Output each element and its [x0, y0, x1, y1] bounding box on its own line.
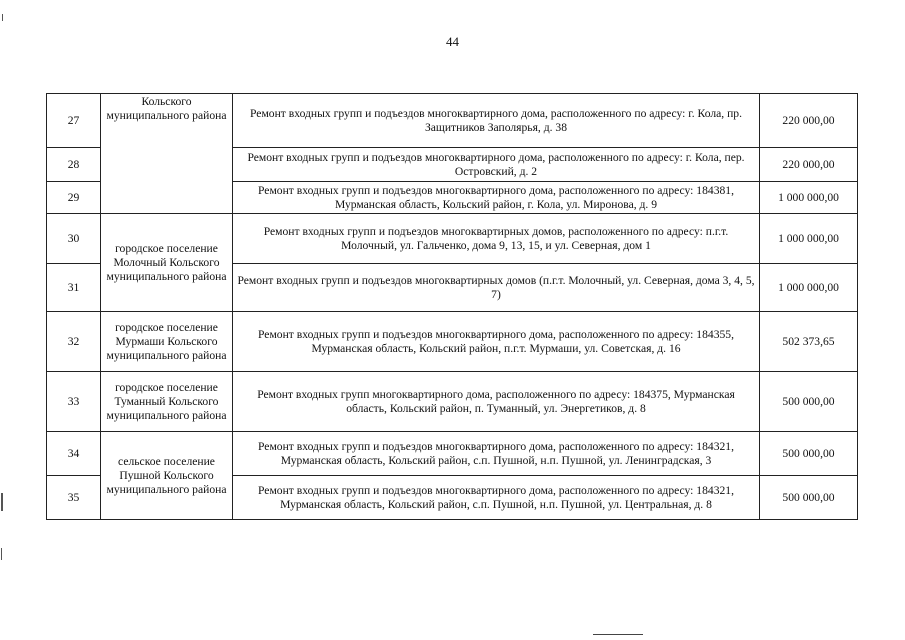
row-number: 32 [47, 312, 101, 372]
amount-cell: 1 000 000,00 [760, 214, 858, 264]
municipality-cell: городское поселение Туманный Кольского муниципального района [101, 372, 233, 432]
table-row [47, 94, 858, 148]
row-number: 28 [47, 148, 101, 182]
work-description: Ремонт входных групп и подъездов многоквартирных домов (п.г.т. Молочный, ул. Северная, дома 3, 4, 5, 7) [233, 264, 760, 312]
work-description: Ремонт входных групп и подъездов многоквартирных домов, расположенного по адресу: п.г.т. Молочный, ул. Гальченко, дома 9, 13, 15, и ул. Северная, дом 1 [233, 214, 760, 264]
footer-line [593, 634, 643, 635]
table-row [47, 372, 858, 432]
row-number: 31 [47, 264, 101, 312]
amount-cell: 500 000,00 [760, 432, 858, 476]
amount-cell: 500 000,00 [760, 372, 858, 432]
scan-mark-top [2, 14, 3, 21]
funding-table [46, 93, 858, 520]
amount-cell: 1 000 000,00 [760, 182, 858, 214]
row-number: 29 [47, 182, 101, 214]
scan-mark-left-lower [1, 548, 2, 560]
row-number: 35 [47, 476, 101, 520]
work-description: Ремонт входных групп и подъездов многоквартирного дома, расположенного по адресу: г. Кола, пр. Защитников Заполярья, д. 38 [233, 94, 760, 148]
row-number: 27 [47, 94, 101, 148]
row-number: 30 [47, 214, 101, 264]
work-description: Ремонт входных групп и подъездов многоквартирного дома, расположенного по адресу: 184355, Мурманская область, Кольский район, п.г.т. Мурмаши, ул. Советская, д. 16 [233, 312, 760, 372]
municipality-cell: городское поселение Молочный Кольского муниципального района [101, 214, 233, 312]
table-row [47, 214, 858, 264]
municipality-cell: городское поселение Мурмаши Кольского муниципального района [101, 312, 233, 372]
amount-cell: 1 000 000,00 [760, 264, 858, 312]
amount-cell: 500 000,00 [760, 476, 858, 520]
amount-cell: 220 000,00 [760, 94, 858, 148]
row-number: 34 [47, 432, 101, 476]
row-number: 33 [47, 372, 101, 432]
amount-cell: 502 373,65 [760, 312, 858, 372]
table-row [47, 312, 858, 372]
table-row [47, 432, 858, 476]
page-number: 44 [446, 34, 459, 49]
work-description: Ремонт входных групп и подъездов многоквартирного дома, расположенного по адресу: 184381, Мурманская область, Кольский район, г. Кола, ул. Миронова, д. 9 [233, 182, 760, 214]
work-description: Ремонт входных групп и подъездов многоквартирного дома, расположенного по адресу: 184321, Мурманская область, Кольский район, с.п. Пушной, н.п. Пушной, ул. Центральная, д. 8 [233, 476, 760, 520]
municipality-cell: Кольского муниципального района [101, 94, 233, 214]
work-description: Ремонт входных групп и подъездов многоквартирного дома, расположенного по адресу: г. Кола, пер. Островский, д. 2 [233, 148, 760, 182]
work-description: Ремонт входных групп многоквартирного дома, расположенного по адресу: 184375, Мурманская область, Кольский район, п. Туманный, ул. Энергетиков, д. 8 [233, 372, 760, 432]
scan-mark-left [1, 493, 3, 511]
municipality-cell: сельское поселение Пушной Кольского муниципального района [101, 432, 233, 520]
work-description: Ремонт входных групп и подъездов многоквартирного дома, расположенного по адресу: 184321, Мурманская область, Кольский район, с.п. Пушной, н.п. Пушной, ул. Ленинградская, 3 [233, 432, 760, 476]
amount-cell: 220 000,00 [760, 148, 858, 182]
